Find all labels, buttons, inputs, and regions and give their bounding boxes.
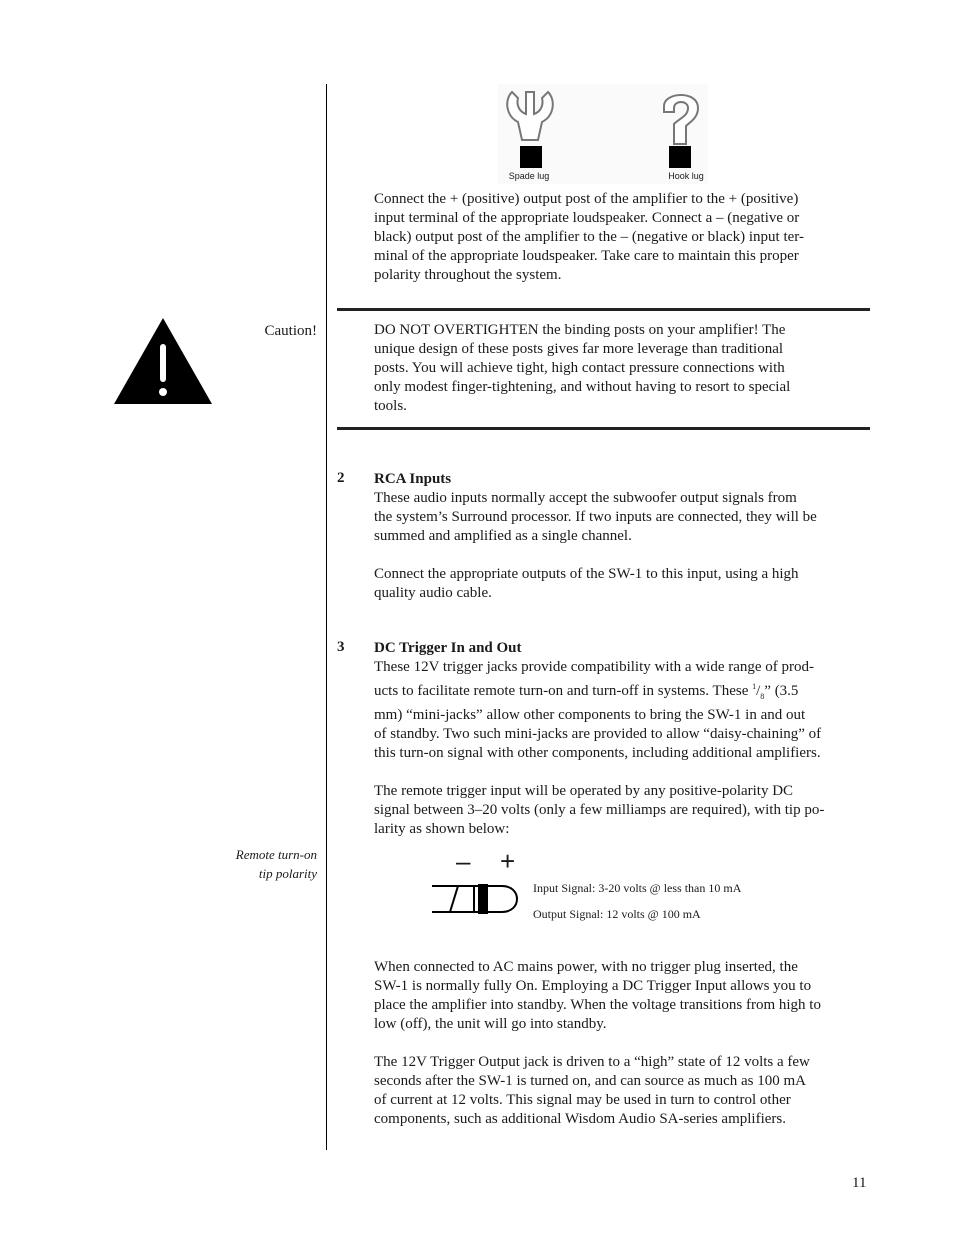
intro-line: polarity throughout the system. [374, 267, 562, 283]
caution-label: Caution! [264, 323, 317, 339]
section-3-line: place the amplifier into standby. When the voltage transitions from high to [374, 997, 821, 1013]
section-3-line: The remote trigger input will be operated by any positive-polarity DC [374, 783, 794, 799]
hook-lug-label: Hook lug [668, 171, 704, 181]
fraction-numerator: 1 [752, 682, 757, 691]
section-3-line: SW-1 is normally fully On. Employing a DC Trigger Input allows you to [374, 978, 812, 994]
warning-triangle-icon [112, 316, 214, 406]
page-number: 11 [852, 1175, 867, 1191]
section-3-line: signal between 3–20 volts (only a few milliamps are required), with tip po- [374, 802, 825, 818]
section-2-line: Connect the appropriate outputs of the SW-1 to this input, using a high [374, 566, 799, 582]
intro-line: Connect the + (positive) output post of the amplifier to the + (positive) [374, 191, 799, 207]
tip-polarity-note: Remote turn-on tip polarity [235, 847, 317, 881]
intro-line: minal of the appropriate loudspeaker. Take care to maintain this proper [374, 248, 799, 264]
intro-line: input terminal of the appropriate loudspeaker. Connect a – (negative or [374, 210, 800, 226]
fraction-denominator: 8 [760, 692, 765, 701]
plus-sign: + [500, 846, 516, 876]
section-3-line: When connected to AC mains power, with no trigger plug inserted, the [374, 959, 798, 975]
section-2-title: RCA Inputs [374, 471, 452, 487]
column-divider [326, 84, 327, 1150]
section-2-line: quality audio cable. [374, 585, 492, 601]
lug-figure [498, 84, 708, 184]
section-3-line: of current at 12 volts. This signal may be used in turn to control other [374, 1092, 791, 1108]
section-3-line: of standby. Two such mini-jacks are provided to allow “daisy-chaining” of [374, 726, 822, 742]
section-3-line: larity as shown below: [374, 821, 510, 837]
section-3-number: 3 [337, 639, 345, 655]
section-3-line: components, such as additional Wisdom Audio SA-series amplifiers. [374, 1111, 786, 1127]
spade-lug-label: Spade lug [508, 171, 550, 181]
jack-polarity-diagram [428, 848, 788, 920]
section-3-line: mm) “mini-jacks” allow other components to bring the SW-1 in and out [374, 707, 806, 723]
caution-top-rule [337, 308, 870, 311]
input-signal-text: Input Signal: 3-20 volts @ less than 10 mA [533, 881, 742, 895]
section-3-line: The 12V Trigger Output jack is driven to a “high” state of 12 volts a few [374, 1054, 810, 1070]
intro-paragraph [374, 190, 874, 285]
section-2-line: These audio inputs normally accept the subwoofer output signals from [374, 490, 797, 506]
caution-paragraph [374, 321, 874, 416]
caution-line: DO NOT OVERTIGHTEN the binding posts on your amplifier! The [374, 322, 786, 338]
section-3-line: low (off), the unit will go into standby. [374, 1016, 607, 1032]
minus-sign: – [456, 846, 471, 876]
section-3-line: this turn-on signal with other components, including additional amplifiers. [374, 745, 821, 761]
section-3-body-continued [374, 958, 874, 1129]
intro-line: black) output post of the amplifier to the – (negative or black) input ter- [374, 229, 804, 245]
caution-line: unique design of these posts gives far more leverage than traditional [374, 341, 784, 357]
caution-line: tools. [374, 398, 407, 414]
section-3-title: DC Trigger In and Out [374, 640, 522, 656]
hook-lug-icon [658, 88, 704, 170]
caution-line: posts. You will achieve tight, high contact pressure connections with [374, 360, 785, 376]
section-3-line: These 12V trigger jacks provide compatibility with a wide range of prod- [374, 659, 815, 675]
section-2-line: summed and amplified as a single channel. [374, 528, 632, 544]
caution-line: only modest finger-tightening, and without having to resort to special [374, 379, 791, 395]
output-signal-text: Output Signal: 12 volts @ 100 mA [533, 907, 701, 921]
section-3-line: ucts to facilitate remote turn-on and turn-off in systems. These $^1/_8$” (3.5 [374, 682, 799, 701]
section-3-line: seconds after the SW-1 is turned on, and can source as much as 100 mA [374, 1073, 806, 1089]
caution-bottom-rule [337, 427, 870, 430]
section-2-body [374, 470, 874, 603]
section-2-line: the system’s Surround processor. If two inputs are connected, they will be [374, 509, 817, 525]
section-2-number: 2 [337, 470, 345, 486]
section-3-body [374, 639, 874, 839]
spade-lug-icon [502, 88, 558, 170]
mini-jack-plug-icon [428, 882, 524, 916]
